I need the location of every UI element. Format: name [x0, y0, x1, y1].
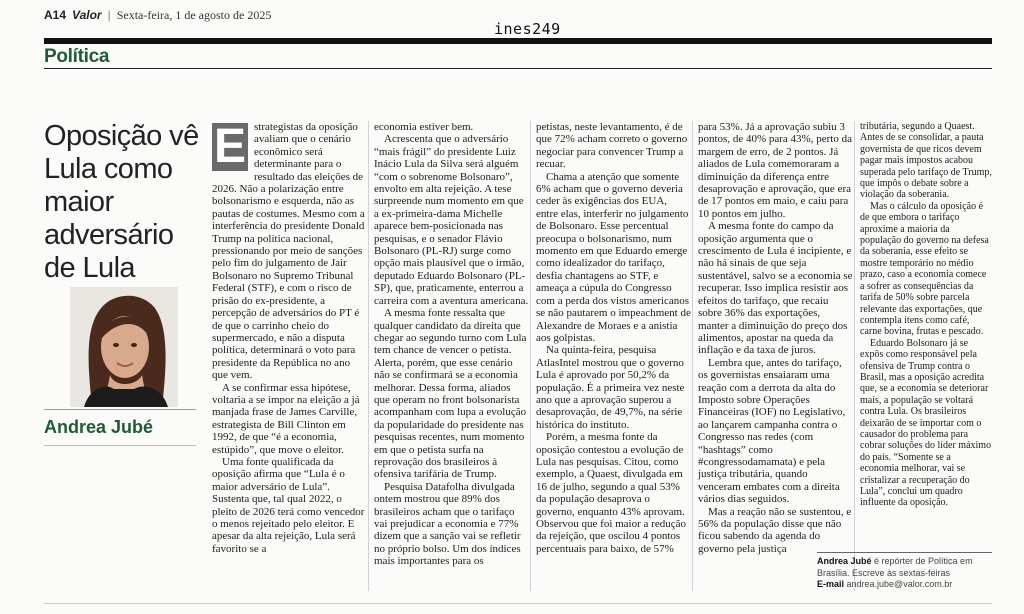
paragraph: A mesma fonte do campo da oposição argumenta que o crescimento de Lula é incipiente, e não há sinais de que seja sustentável, salvo se a economia se recuperar. Isso implica resistir aos efeitos do tarifaço, que recaiu sobre 36% das exportações, manter a diminuição do preço dos alimentos, apostar na queda da inflação e da taxa de juros.: [698, 220, 853, 357]
byline-rule: [44, 445, 196, 446]
section-title: Política: [44, 46, 110, 67]
page-number: A14: [44, 8, 67, 22]
bio-rule: [817, 552, 992, 553]
newspaper-name: Valor: [72, 8, 102, 22]
text-column-1: [212, 121, 367, 555]
paragraph: Mas o cálculo da oposição é de que embora o tarifaço aproxime a maioria da população do governo na defesa da soberania, esse efeito se mostre temporário no médio prazo, caso a economia comece a sofrer as consequências da tarifa de 50% sobre parcela relevante das exportações, que contempla itens como café, carne bovina, frutas e pescado.: [860, 200, 989, 338]
column-divider: [692, 121, 693, 591]
photo-rule: [44, 409, 196, 410]
column-divider: [530, 121, 531, 591]
text-column-3: [536, 121, 691, 555]
paragraph: para 53%. Já a aprovação subiu 3 pontos, de 40% para 43%, perto da margem de erro, de 2 pontos. Já aliados de Lula comemoraram a diminuição da diferença entre desaprovação e aprovação, que era de 17 pontos em maio, e caiu para 10 pontos em julho.: [698, 121, 852, 220]
author-bio: [817, 556, 993, 591]
header-separator: |: [107, 8, 111, 22]
paragraph: Na quinta-feira, pesquisa AtlasIntel mostrou que o governo Lula é aprovado por 50,2% da população. É a primeira vez neste ano que a aprovação superou a desaprovação, de 49,7%, na série histórica do instituto.: [536, 344, 685, 431]
text-column-2: [374, 121, 529, 568]
watermark: ines249: [494, 20, 561, 38]
text-column-5: [860, 121, 992, 509]
issue-date: Sexta-feira, 1 de agosto de 2025: [116, 8, 272, 22]
bio-email[interactable]: andrea.jube@valor.com.br: [844, 579, 953, 589]
paragraph: economia estiver bem.: [374, 121, 474, 133]
byline: Andrea Jubé: [44, 417, 154, 437]
bottom-rule: [44, 603, 992, 604]
bio-name: Andrea Jubé: [817, 556, 872, 566]
paragraph: petistas, neste levantamento, é de que 72% acham correto o governo negociar para convencer Trump a recuar.: [536, 121, 688, 171]
paragraph: tributária, segundo a Quaest. Antes de se consolidar, a pauta governista de que ricos devem pagar mais impostos acabou superada pelo tarifaço de Trump, que impôs o debate sobre a violação da soberania.: [860, 121, 992, 201]
section-rule: [44, 68, 992, 69]
page-header: [44, 8, 271, 23]
paragraph: strategistas da oposição avaliam que o cenário econômico será determinante para o resultado das eleições de 2026. Não a polarização entre bolsonarismo e esquerda, não as pautas de costumes. Mesmo com a interferência do presidente Donald Trump na política nacional, pressionando por meio de sanções pelo fim do julgamento de Jair Bolsonaro no Supremo Tribunal Federal (STF), e com o risco de prisão do ex-presidente, a percepção de adversários do PT é de que o carrinho cheio do supermercado, e não a disputa política, determinará o voto para presidente da República no ano que vem.: [212, 121, 365, 382]
column-divider: [368, 121, 369, 591]
top-rule: [44, 38, 992, 44]
paragraph: Uma fonte qualificada da oposição afirma que “Lula é o maior adversário de Lula”. Sustenta que, tal qual 2022, o pleito de 2026 terá como vencedor o menos rejeitado pelo eleitor. E apesar da alta rejeição, Lula será favorito se a: [212, 455, 365, 555]
paragraph: Pesquisa Datafolha divulgada ontem mostrou que 89% dos brasileiros acham que o tarifaço vai prejudicar a economia e 77% dizem que a sanção vai se refletir no próprio bolso. Um dos índices mais importantes para os: [374, 480, 521, 568]
paragraph: A se confirmar essa hipótese, voltaria a se impor na eleição a já manjada frase de James Carville, estrategista de Bill Clinton em 1992, de que “é a economia, estúpido”, que move o eleitor.: [212, 381, 360, 456]
headline: Oposição vê Lula como maior adversário de Lula: [44, 120, 199, 284]
paragraph: Lembra que, antes do tarifaço, os governistas ensaiaram uma reação com a derrota da alta do Imposto sobre Operações Financeiras (IOF) no Legislativo, ao lançarem campanha contra o Congresso nas redes (com “hashtags” como #congressodamamata) e pela justiça tributária, quando venceram embates com a direita vários dias seguidos.: [698, 356, 846, 506]
paragraph: Chama a atenção que somente 6% acham que o governo deveria ceder às exigências dos EUA, entre elas, interferir no julgamento de Bolsonaro. Esse percentual preocupa o bolsonarismo, num momento em que Eduardo emerge como idealizador do tarifaço, desfia chantagens ao STF, e ameaça a cúpula do Congresso com a perda dos vistos americanos se não pautarem o impeachment de Alexandre de Moraes e a anistia aos golpistas.: [536, 170, 691, 344]
paragraph: Porém, a mesma fonte da oposição contestou a evolução de Lula nas pesquisas. Citou, como exemplo, a Quaest, divulgada em 16 de julho, segundo a qual 53% da população desaprova o governo, enquanto 43% aprovam. Observou que foi maior a redução da rejeição, que oscilou 4 pontos percentuais para baixo, de 57%: [536, 431, 686, 555]
author-photo: [70, 287, 178, 407]
bio-email-label: E-mail: [817, 579, 845, 589]
paragraph: Mas a reação não se sustentou, e 56% da população disse que não ficou sabendo da agenda do governo pela justiça: [698, 505, 852, 555]
column-divider: [854, 121, 855, 591]
paragraph: A mesma fonte ressalta que qualquer candidato da direita que chegar ao segundo turno com Lula tem chance de vencer o petista. Alerta, porém, que esse cenário não se confirmará se a economia melhorar. Dessa forma, aliados que operam no front bolsonarista acompanham com lupa a evolução da popularidade do presidente nas pesquisas recentes, num momento em que o petista surfa na reprovação dos brasileiros à ofensiva tarifária de Trump.: [374, 307, 527, 481]
paragraph: Eduardo Bolsonaro já se expôs como responsável pela ofensiva de Trump contra o Brasil, mas a oposição acredita que, se a economia se deteriorar mais, a população se voltará contra Lula. Os brasileiros deixarão de se importar com o causador do problema para cobrar soluções do líder máximo do país. “Somente se a economia melhorar, vai se cristalizar a recuperação do Lula”, conclui um quadro influente da oposição.: [860, 337, 992, 509]
paragraph: Acrescenta que o adversário “mais frágil” do presidente Luiz Inácio Lula da Silva será alguém “com o sobrenome Bolsonaro”, envolto em alta rejeição. A tese surpreende num momento em que a ex-primeira-dama Michelle aparece bem-posicionada nas pesquisas, e o senador Flávio Bolsonaro (PL-RJ) surge como opção mais plausível que o irmão, deputado Eduardo Bolsonaro (PL-SP), que, praticamente, enterrou a carreira com a aventura americana.: [374, 133, 529, 307]
bio-text: é repórter de Política em Brasília. Escreve às sextas-feiras: [817, 556, 973, 578]
drop-cap: E: [213, 120, 246, 173]
text-column-4: [698, 121, 853, 555]
